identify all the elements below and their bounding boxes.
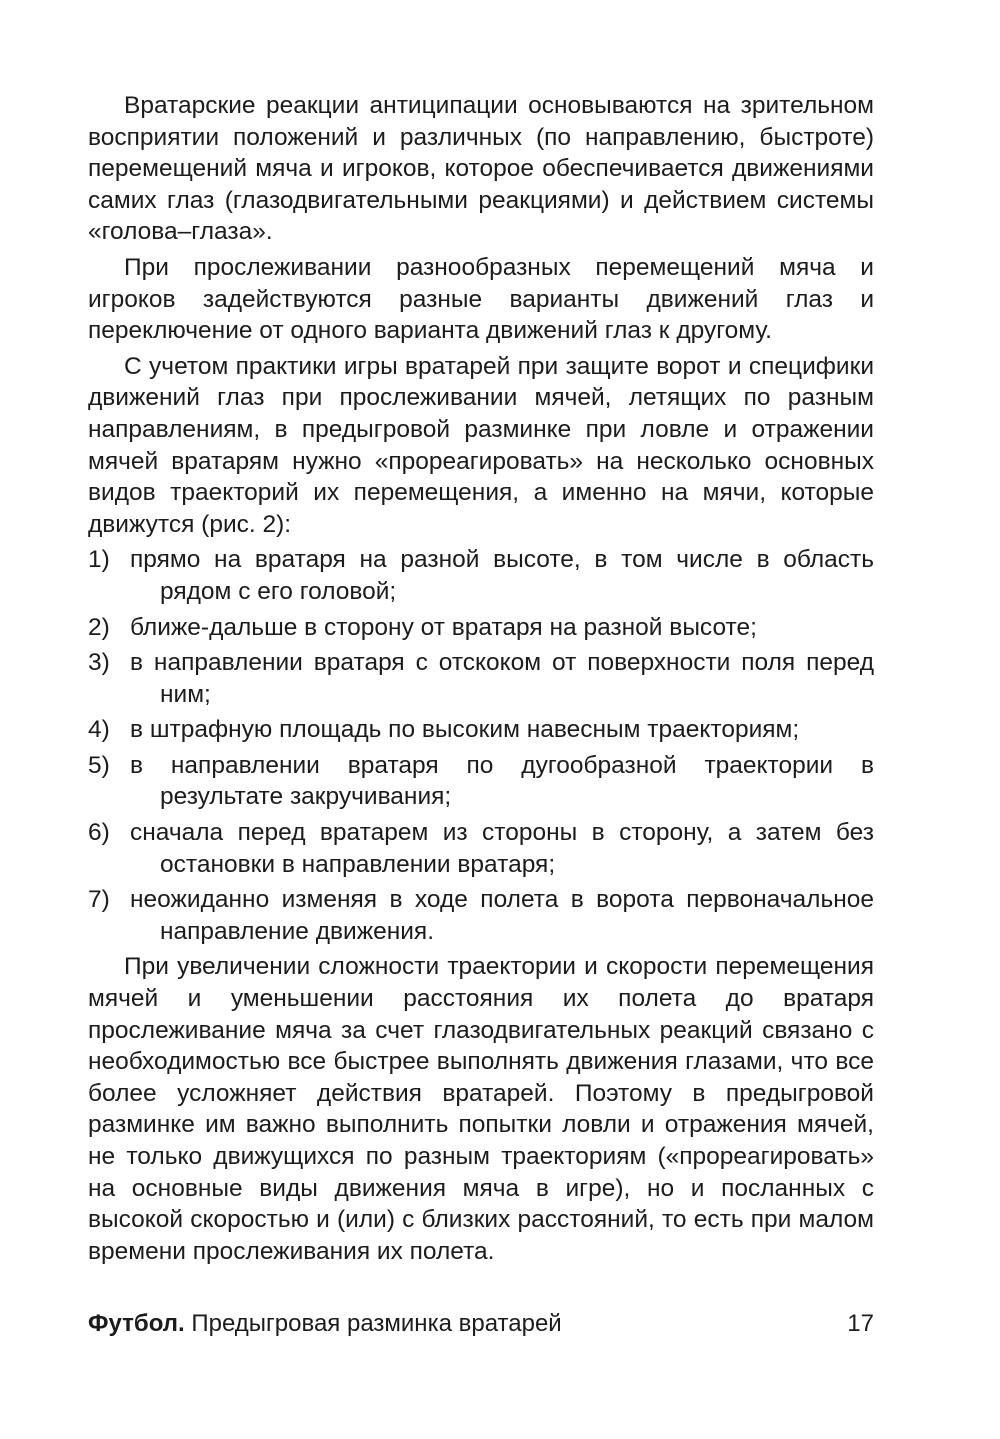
list-item-text: в направлении вратаря по дугообразной траектории в результате закручивания; [130, 751, 874, 811]
page-number: 17 [847, 1310, 874, 1337]
list-item: 6) сначала перед вратарем из стороны в сторону, а затем без остановки в направлении вратаря; [88, 819, 874, 878]
paragraph-3: С учетом практики игры вратарей при защите ворот и специфики движений глаз при прослеживании мячей, летящих по разным направлениям, в предыгровой разминке при ловле и отражении мячей вратарям нужно «прореагировать» на несколько основных видов траекторий их перемещения, а именно на мячи, которые движутся (рис. 2): [88, 352, 874, 538]
list-item: 7) неожиданно изменяя в ходе полета в ворота первоначальное направление движения. [88, 886, 874, 945]
page-body [88, 90, 874, 1271]
list-item: 5) в направлении вратаря по дугообразной траектории в результате закручивания; [88, 751, 874, 811]
list-item-text: в штрафную площадь по высоким навесным траекториям; [130, 716, 800, 744]
list-item: 2) ближе-дальше в сторону от вратаря на разной высоте; [88, 613, 757, 641]
paragraph-1: Вратарские реакции антиципации основываются на зрительном восприятии положений и различных (по направлению, быстроте) перемещений мяча и игроков, которое обеспечивается движениями самих глаз (глазодвигательными реакциями) и действием системы «голова–глаза». [88, 92, 874, 246]
list-item: 3) в направлении вратаря с отскоком от поверхности поля перед ним; [88, 649, 874, 708]
list-item-text: ближе-дальше в сторону от вратаря на разной высоте; [130, 613, 757, 641]
list-item: 4) в штрафную площадь по высоким навесным траекториям; [88, 716, 800, 744]
paragraph-2: При прослеживании разнообразных перемещений мяча и игроков задействуются разные варианты движений глаз и переключение от одного варианта движений глаз к другому. [88, 253, 874, 345]
list-item-text: неожиданно изменяя в ходе полета в ворота первоначальное направление движения. [130, 886, 874, 945]
book-title: Футбол. [88, 1310, 185, 1337]
page-footer [88, 1309, 874, 1339]
book-subtitle: Предыгровая разминка вратарей [191, 1310, 562, 1337]
running-title [88, 1309, 562, 1339]
list-item-text: прямо на вратаря на разной высоте, в том числе в область рядом с его головой; [130, 546, 874, 605]
trajectory-list [88, 544, 874, 947]
paragraph-4: При увеличении сложности траектории и скорости перемещения мячей и уменьшении расстояния их полета до вратаря прослеживание мяча за счет глазодвигательных реакций связано с необходимостью все быстрее выполнять движения глазами, что все более усложняет действия вратарей. Поэтому в предыгровой разминке им важно выполнить попытки ловли и отражения мячей, не только движущихся по разным траекториям («прореагировать» на основные виды движения мяча в игре), но и посланных с высокой скоростью и (или) с близких расстояний, то есть при малом времени прослеживания их полета. [88, 953, 874, 1265]
list-item-text: в направлении вратаря с отскоком от поверхности поля перед ним; [130, 649, 874, 708]
list-item: 1) прямо на вратаря на разной высоте, в том числе в область рядом с его головой; [88, 546, 874, 605]
list-item-text: сначала перед вратарем из стороны в сторону, а затем без остановки в направлении вратаря; [130, 819, 874, 878]
